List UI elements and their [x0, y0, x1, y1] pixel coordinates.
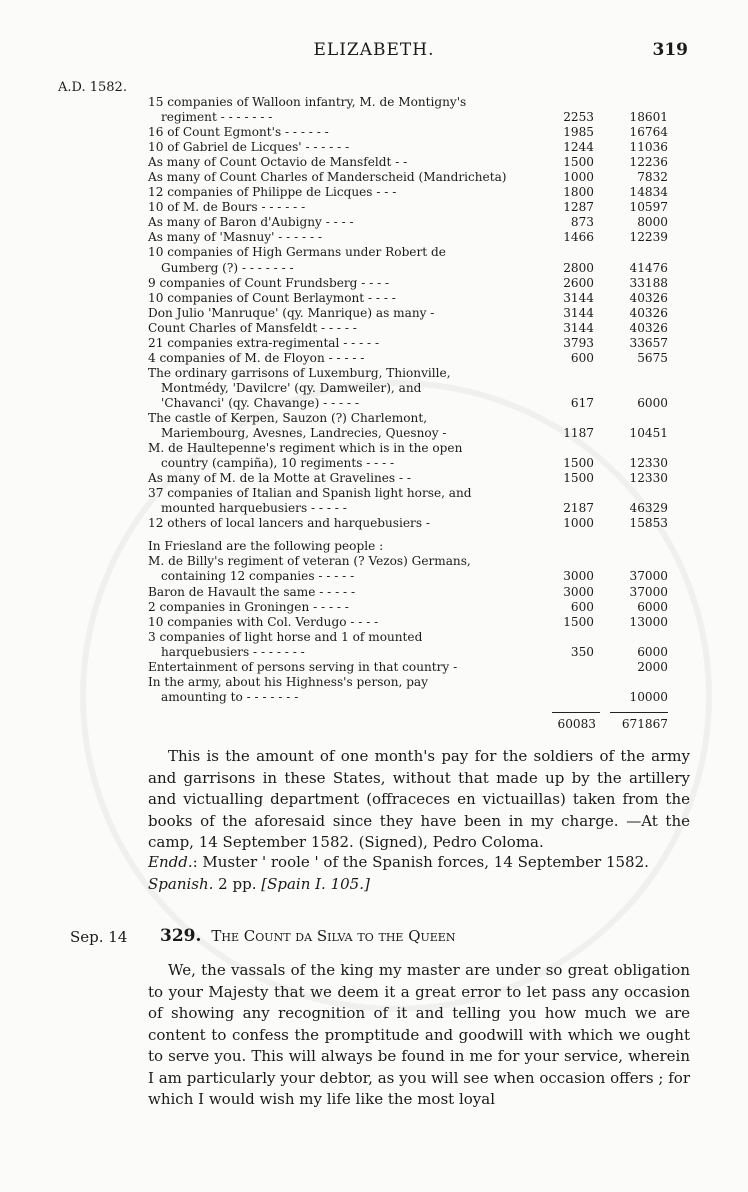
row-description-line: As many of Count Charles of Manderscheid (Mandricheta) [148, 170, 507, 185]
row-description [148, 155, 540, 170]
row-description [148, 660, 540, 675]
row-description-line: 10 companies of Count Berlaymont - - - - [148, 290, 396, 305]
row-men: 1800 [563, 185, 594, 200]
row-pay: 40326 [629, 290, 668, 305]
row-description-line: 3 companies of light horse and 1 of mounted [148, 629, 423, 644]
row-pay: 10000 [629, 689, 668, 704]
row-description-line: Don Julio 'Manruque' (qy. Manrique) as many - [148, 305, 435, 320]
row-men: 600 [570, 599, 594, 614]
row-pay: 46329 [629, 501, 668, 516]
row-men: 1500 [563, 614, 594, 629]
table-row [148, 600, 688, 615]
table-row [148, 615, 688, 630]
table-row [148, 230, 688, 245]
row-description [148, 140, 540, 155]
row-pay: 10451 [629, 426, 668, 441]
entry-date: Sep. 14 [70, 928, 128, 946]
row-description [148, 200, 540, 215]
row-description-line: As many of Baron d'Aubigny - - - - [148, 215, 354, 230]
row-men: 1500 [563, 456, 594, 471]
table-row [148, 185, 688, 200]
row-men: 1287 [563, 200, 594, 215]
row-pay: 12239 [629, 230, 668, 245]
row-description [148, 471, 540, 486]
row-description-line: 15 companies of Walloon infantry, M. de Montigny's [148, 95, 467, 109]
row-description-line: Entertainment of persons serving in that country - [148, 659, 458, 674]
row-men: 3000 [563, 584, 594, 599]
row-men: 2253 [563, 110, 594, 125]
table-row [148, 200, 688, 215]
row-men: 2187 [563, 501, 594, 516]
endorsement-language: Spanish. [148, 874, 214, 893]
entry-body [148, 960, 690, 1111]
row-description [148, 516, 540, 531]
row-description-line: Count Charles of Mansfeldt - - - - - [148, 320, 357, 335]
entry-number: 329. [160, 926, 202, 946]
row-description-line: As many of 'Masnuy' - - - - - - [148, 230, 322, 245]
table-row [148, 585, 688, 600]
row-men: 1500 [563, 471, 594, 486]
row-description [148, 486, 540, 516]
table-row [148, 306, 688, 321]
row-description-line: harquebusiers - - - - - - - [161, 644, 305, 659]
row-men: 873 [570, 215, 594, 230]
row-description-line: Montmédy, 'Davilcre' (qy. Damweiler), and [161, 380, 422, 395]
page-number: 319 [652, 40, 688, 60]
table-row [148, 471, 688, 486]
row-men: 1985 [563, 125, 594, 140]
row-men: 3144 [563, 320, 594, 335]
row-description-line: country (campiña), 10 regiments - - - - [161, 456, 395, 471]
row-description-line: 37 companies of Italian and Spanish light horse, and [148, 486, 472, 501]
row-description-line: 21 companies extra-regimental - - - - - [148, 335, 380, 350]
table-row [148, 140, 688, 155]
row-pay: 41476 [629, 260, 668, 275]
row-description-line: containing 12 companies - - - - - [161, 569, 355, 584]
totals-row [148, 705, 688, 731]
row-description-line: regiment - - - - - - - [161, 110, 273, 125]
row-pay: 33657 [629, 335, 668, 350]
row-description-line: 10 companies of High Germans under Robert de [148, 245, 446, 260]
row-description [148, 170, 540, 185]
row-description-line: 'Chavanci' (qy. Chavange) - - - - - [161, 395, 359, 410]
margin-year: A.D. 1582. [58, 80, 127, 95]
row-pay: 10597 [629, 200, 668, 215]
row-description [148, 125, 540, 140]
row-description-line: 12 companies of Philippe de Licques - - - [148, 185, 397, 200]
row-description-line: 12 others of local lancers and harquebusiers - [148, 516, 430, 531]
row-pay: 16764 [629, 125, 668, 140]
row-pay: 6000 [637, 395, 668, 410]
table-row [148, 291, 688, 306]
row-description-line: 10 of Gabriel de Licques' - - - - - - [148, 140, 350, 155]
row-pay: 6000 [637, 644, 668, 659]
row-description-line: amounting to - - - - - - - [161, 689, 299, 704]
row-pay: 2000 [637, 659, 668, 674]
muster-rows [148, 95, 688, 531]
row-description [148, 291, 540, 306]
table-row [148, 411, 688, 441]
row-men: 1500 [563, 155, 594, 170]
table-row [148, 170, 688, 185]
total-rule-pay [610, 712, 668, 713]
row-description [148, 554, 540, 584]
endorsement-label: Endd. [148, 853, 193, 871]
table-row [148, 675, 688, 705]
row-description-line: The ordinary garrisons of Luxemburg, Thionville, [148, 365, 451, 380]
row-description [148, 185, 540, 200]
row-men: 3000 [563, 569, 594, 584]
row-pay: 37000 [629, 584, 668, 599]
row-description [148, 411, 540, 441]
row-description [148, 95, 540, 125]
table-row [148, 660, 688, 675]
table-row [148, 155, 688, 170]
total-men: 60083 [557, 716, 596, 731]
row-description-line: Mariembourg, Avesnes, Landrecies, Quesnoy - [161, 426, 447, 441]
table-row [148, 276, 688, 291]
summary-paragraph [148, 746, 690, 854]
row-description [148, 230, 540, 245]
row-description [148, 585, 540, 600]
row-description-line: 2 companies in Groningen - - - - - [148, 599, 349, 614]
table-row [148, 366, 688, 411]
row-men: 1244 [563, 140, 594, 155]
row-description-line: 10 of M. de Bours - - - - - - [148, 200, 306, 215]
row-description-line: 4 companies of M. de Floyon - - - - - [148, 350, 365, 365]
table-row [148, 516, 688, 531]
row-men: 1466 [563, 230, 594, 245]
row-description-line: 9 companies of Count Frundsberg - - - - [148, 275, 390, 290]
table-row [148, 95, 688, 125]
muster-table [148, 95, 688, 731]
row-men: 3144 [563, 305, 594, 320]
friesland-rows [148, 554, 688, 704]
row-description-line: M. de Billy's regiment of veteran (? Vezos) Germans, [148, 554, 471, 569]
table-row [148, 245, 688, 275]
row-pay: 40326 [629, 305, 668, 320]
table-row [148, 486, 688, 516]
row-description-line: 16 of Count Egmont's - - - - - - [148, 125, 329, 140]
row-description [148, 336, 540, 351]
row-description [148, 366, 540, 411]
row-men: 2600 [563, 275, 594, 290]
row-description [148, 321, 540, 336]
row-pay: 7832 [637, 170, 668, 185]
entry-title: The Count da Silva to the Queen [211, 927, 456, 945]
row-pay: 40326 [629, 320, 668, 335]
endorsement-ref: [Spain I. 105.] [261, 874, 370, 893]
row-description-line: 10 companies with Col. Verdugo - - - - [148, 614, 379, 629]
row-description [148, 276, 540, 291]
table-row [148, 441, 688, 471]
table-row [148, 321, 688, 336]
row-description [148, 675, 540, 705]
row-pay: 5675 [637, 350, 668, 365]
entry-heading [160, 926, 455, 946]
table-row [148, 215, 688, 230]
table-row [148, 554, 688, 584]
row-pay: 15853 [629, 516, 668, 531]
row-pay: 12330 [629, 471, 668, 486]
row-men: 3144 [563, 290, 594, 305]
row-pay: 33188 [629, 275, 668, 290]
total-rule-men [552, 712, 600, 713]
row-description [148, 615, 540, 630]
row-description-line: In the army, about his Highness's person, pay [148, 674, 428, 689]
row-pay: 12236 [629, 155, 668, 170]
row-description [148, 600, 540, 615]
row-men: 3793 [563, 335, 594, 350]
row-description-line: mounted harquebusiers - - - - - [161, 501, 347, 516]
row-men: 1000 [563, 516, 594, 531]
row-description-line: As many of Count Octavio de Mansfeldt - - [148, 155, 408, 170]
friesland-heading: In Friesland are the following people : [148, 539, 384, 554]
row-description [148, 306, 540, 321]
row-description-line: As many of M. de la Motte at Gravelines - - [148, 471, 411, 486]
row-pay: 11036 [629, 140, 668, 155]
summary-text: This is the amount of one month's pay for the soldiers of the army and garrisons in these States, without that made up by the artillery and victualling department (offraceces en victuaillas) taken from the books of the aforesaid since they have been in my charge. —At the camp, 14 September 1582. (Signed), Pedro Coloma. [148, 747, 690, 851]
running-title: ELIZABETH. [313, 40, 435, 60]
table-row [148, 336, 688, 351]
row-description-line: The castle of Kerpen, Sauzon (?) Charlemont, [148, 410, 428, 425]
row-men: 350 [570, 644, 594, 659]
row-description-line: M. de Haultepenne's regiment which is in the open [148, 441, 463, 456]
row-pay: 37000 [629, 569, 668, 584]
row-pay: 8000 [637, 215, 668, 230]
row-pay: 13000 [629, 614, 668, 629]
row-description [148, 441, 540, 471]
row-men: 2800 [563, 260, 594, 275]
row-men: 1187 [563, 426, 594, 441]
entry-body-text: We, the vassals of the king my master are under so great obligation to your Majesty that we deem it a great error to let pass any occasion of showing any recognition of it and telling you how much we are content to confess the promptitude and goodwill with which we ought to serve you. This will always be found in me for your service, wherein I am particularly your debtor, as you will see when occasion offers ; for which I would wish my life like the most loyal [148, 961, 690, 1108]
row-pay: 12330 [629, 456, 668, 471]
total-pay: 671867 [621, 716, 668, 731]
row-description-line: Baron de Havault the same - - - - - [148, 584, 356, 599]
row-description [148, 351, 540, 366]
table-row [148, 630, 688, 660]
row-pay: 14834 [629, 185, 668, 200]
row-pay: 18601 [629, 110, 668, 125]
row-men: 617 [570, 395, 594, 410]
table-row [148, 125, 688, 140]
table-row [148, 351, 688, 366]
row-description [148, 245, 540, 275]
row-description-line: Gumberg (?) - - - - - - - [161, 260, 294, 275]
row-men: 1000 [563, 170, 594, 185]
row-men: 600 [570, 350, 594, 365]
row-description [148, 215, 540, 230]
row-pay: 6000 [637, 599, 668, 614]
row-description [148, 630, 540, 660]
endorsement-pages: 2 pp. [213, 874, 262, 893]
endorsement [148, 852, 690, 895]
endorsement-text: : Muster ' roole ' of the Spanish forces, 14 September 1582. [192, 853, 649, 871]
